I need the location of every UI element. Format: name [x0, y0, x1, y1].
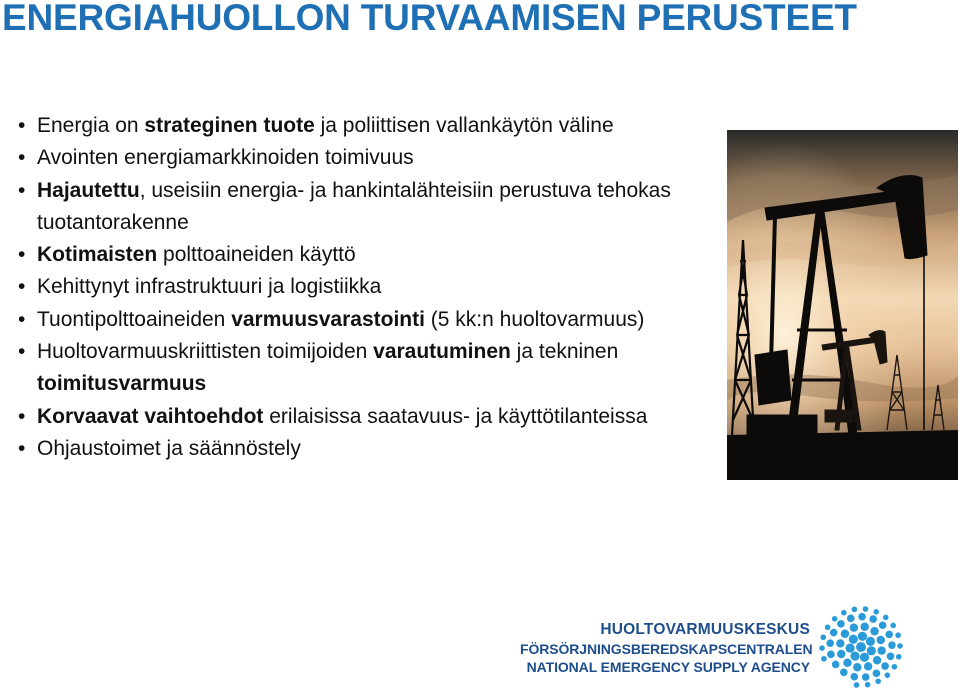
bullet-text: ja poliittisen vallankäytön väline: [314, 114, 614, 137]
logo-dot: [850, 673, 858, 681]
bullet-text: Kehittynyt infrastruktuuri ja logistiikka: [37, 275, 382, 299]
logo-dot: [890, 623, 896, 629]
logo-dot: [870, 627, 878, 635]
bullet-text: erilaisissa saatavuus- ja käyttötilanteissa: [263, 404, 648, 428]
bullet-item: [18, 110, 708, 142]
logo-dot: [860, 623, 868, 631]
logo-name-en: NATIONAL EMERGENCY SUPPLY AGENCY: [526, 659, 810, 675]
bullet-item: [18, 304, 708, 336]
logo-dot: [821, 656, 827, 662]
logo-dot: [885, 672, 891, 678]
logo-dot: [869, 615, 877, 623]
logo-dot: [832, 616, 838, 622]
logo-dot: [863, 606, 869, 612]
logo-name-fi: HUOLTOVARMUUSKESKUS: [600, 621, 810, 638]
bullet-text-bold: varautuminen: [373, 340, 511, 364]
dotted-globe-icon: [818, 605, 904, 689]
logo-dot: [887, 652, 895, 660]
logo-dot: [860, 653, 869, 662]
bullet-text-bold: varmuusvarastointi: [231, 307, 425, 331]
bullet-text: ja tekninen: [510, 340, 619, 364]
logo-dot: [819, 645, 825, 651]
logo-dot: [845, 643, 854, 652]
bullet-item: [18, 142, 708, 174]
logo-dot: [856, 642, 866, 652]
logo-dot: [865, 682, 871, 688]
logo-dot: [862, 673, 870, 681]
logo-dot: [896, 654, 902, 660]
logo-dot: [836, 639, 844, 647]
bullet-text-bold: Hajautettu: [37, 178, 140, 202]
oil-pumpjack-photo: [727, 130, 958, 480]
logo-dot: [858, 632, 867, 641]
logo-dot: [850, 651, 859, 660]
bullet-text: Tuontipolttoaineiden: [37, 307, 232, 331]
logo-dot: [849, 635, 858, 644]
logo-dot: [826, 639, 834, 647]
logo-dot: [827, 651, 835, 659]
bullet-text-bold: Korvaavat vaihtoehdot: [37, 404, 264, 428]
logo-dot: [832, 661, 840, 669]
logo-dot: [883, 615, 889, 621]
logo-dot: [843, 659, 851, 667]
logo-dot: [873, 670, 881, 678]
logo-dot: [895, 632, 901, 638]
bullet-list: [18, 110, 708, 465]
logo-dot: [888, 641, 896, 649]
bullet-text: Ohjaustoimet ja säännöstely: [37, 436, 301, 460]
bullet-item: [18, 336, 708, 401]
logo-dot: [885, 631, 893, 639]
logo-dot: [847, 615, 855, 623]
bullet-item: [18, 271, 708, 303]
logo-dot: [850, 623, 858, 631]
logo-dot: [830, 629, 838, 637]
logo-dot: [879, 621, 887, 629]
logo-dot: [837, 620, 845, 628]
logo-dot: [825, 624, 831, 630]
logo-dot: [877, 646, 885, 654]
logo-dot: [820, 634, 826, 640]
logo-name-sv: FÖRSÖRJNINGSBEREDSKAPSCENTRALEN: [520, 641, 813, 657]
logo-dot: [858, 613, 866, 621]
bullet-text: Huoltovarmuuskriittisten toimijoiden: [37, 340, 374, 364]
logo-dot: [892, 664, 898, 670]
logo-dot: [854, 682, 860, 688]
bullet-text: , useisiin energia- ja hankintalähteisiin perustuva tehokas tuotantorakenne: [37, 178, 671, 234]
oil-pumpjack-silhouette-icon: [727, 130, 958, 480]
agency-logo-text: [520, 620, 813, 676]
logo-dot: [873, 609, 879, 615]
bullet-item: [18, 401, 708, 433]
logo-dot: [837, 650, 845, 658]
logo-dot: [873, 656, 881, 664]
bullet-text-bold: toimitusvarmuus: [37, 372, 207, 396]
bullet-text-bold: Kotimaisten: [37, 243, 158, 267]
logo-dot: [864, 662, 872, 670]
page-title: ENERGIAHUOLLON TURVAAMISEN PERUSTEET: [2, 0, 857, 38]
logo-dot: [875, 679, 881, 685]
logo-dot: [897, 643, 903, 649]
bullet-text: Avointen energiamarkkinoiden toimivuus: [37, 146, 414, 170]
bullet-item: [18, 239, 708, 271]
logo-dot: [853, 663, 861, 671]
bullet-text: Energia on: [37, 114, 145, 137]
logo-dot: [840, 668, 848, 676]
bullet-text: polttoaineiden käyttö: [157, 243, 356, 267]
bullet-text-bold: strateginen tuote: [144, 114, 315, 137]
logo-dot: [841, 610, 847, 616]
logo-dot: [881, 662, 889, 670]
logo-dot: [877, 636, 885, 644]
agency-logo-mark: [818, 605, 904, 689]
logo-dot: [852, 607, 858, 613]
bullet-item: [18, 175, 708, 240]
logo-dot: [866, 637, 875, 646]
bullet-text: (5 kk:n huoltovarmuus): [424, 307, 645, 331]
logo-dot: [841, 630, 849, 638]
bullet-item: [18, 433, 708, 465]
logo-dot: [867, 646, 876, 655]
